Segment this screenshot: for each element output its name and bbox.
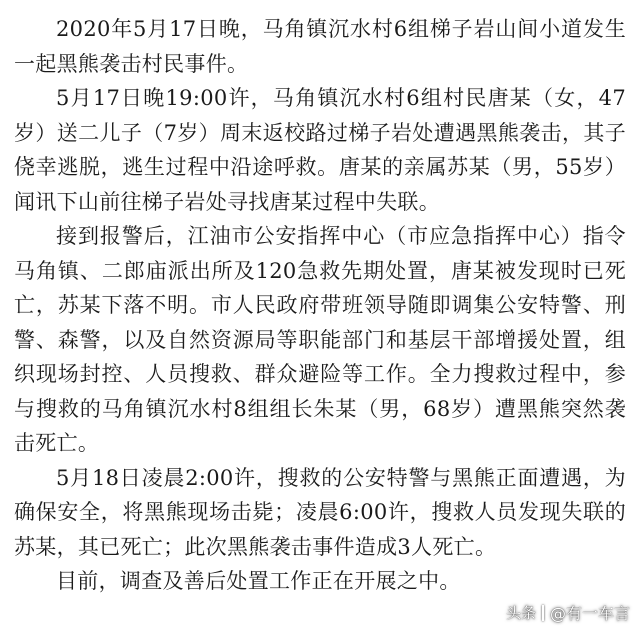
watermark (506, 601, 630, 624)
paragraph-status: 目前，调查及善后处置工作正在开展之中。 (56, 569, 461, 593)
paragraph-intro: 2020年5月17日晚，马角镇沉水村6组梯子岩山间小道发生一起黑熊袭击村民事件。 (14, 17, 626, 76)
watermark-divider (542, 605, 544, 621)
paragraph-incident: 5月17日晚19:00许，马角镇沉水村6组村民唐某（女，47岁）送二儿子（7岁）周末返校路过梯子岩处遭遇黑熊袭击，其子侥幸逃脱，逃生过程中沿途呼救。唐某的亲属苏某（男，55岁）闻讯下山前往梯子岩处寻找唐某过程中失联。 (14, 86, 626, 214)
watermark-account: @有一车言 (549, 604, 630, 623)
watermark-platform: 头条 (505, 604, 536, 622)
paragraph-response: 接到报警后，江油市公安指挥中心（市应急指挥中心）指令马角镇、二郎庙派出所及120急救先期处置，唐某被发现时已死亡，苏某下落不明。市人民政府带班领导随即调集公安特警、刑警、森警，以及自然资源局等职能部门和基层干部增援处置，组织现场封控、人员搜救、群众避险等工作。全力搜救过程中，参与搜救的马角镇沉水村8组组长朱某（男，68岁）遭黑熊突然袭击死亡。 (14, 224, 626, 455)
document-body (14, 12, 626, 599)
paragraph-outcome: 5月18日凌晨2:00许，搜救的公安特警与黑熊正面遭遇，为确保安全，将黑熊现场击毙；凌晨6:00许，搜救人员发现失联的苏某，其已死亡；此次黑熊袭击事件造成3人死亡。 (14, 465, 626, 559)
